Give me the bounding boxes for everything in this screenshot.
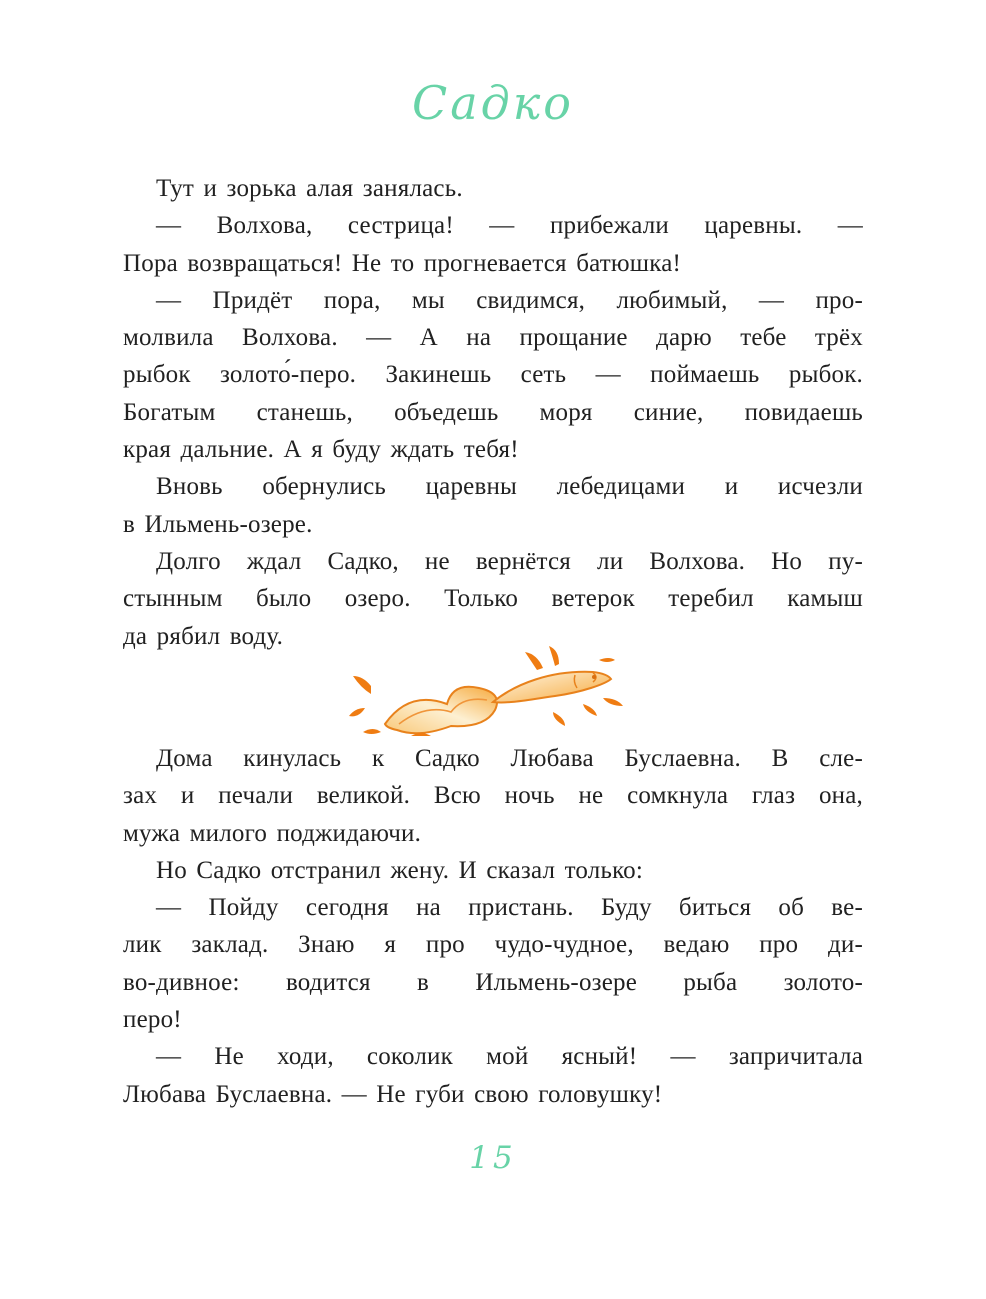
text-line: Пора возвращаться! Не то прогневается батюшка! [123,249,682,277]
text-line: в Ильмень-озере. [123,510,313,538]
text-line: молвила Волхова. — А на прощание дарю тебе трёх [123,324,863,352]
text-line: да рябил воду. [123,622,284,650]
text-line: во-дивное: водится в Ильмень-озере рыба золото- [123,968,863,996]
golden-fish-illustration [347,646,639,736]
golden-fish-icon [347,646,639,736]
text-line: Богатым станешь, объедешь моря синие, повидаешь [123,398,863,426]
text-line: — Придёт пора, мы свидимся, любимый, — про- [156,286,863,314]
text-block-bottom [123,740,863,1113]
text-line: — Волхова, сестрица! — прибежали царевны. — [156,212,863,240]
page-number: 15 [469,1140,517,1176]
text-line: Вновь обернулись царевны лебедицами и исчезли [156,473,863,501]
text-line: перо! [123,1006,182,1034]
chapter-header: Садко [412,76,574,130]
text-line: Дома кинулась к Садко Любава Буслаевна. В сле- [156,745,863,772]
text-line: лик заклад. Знаю я про чудо-чудное, ведаю про ди- [123,931,863,959]
text-line: Тут и зорька алая занялась. [156,175,463,202]
text-line: — Не ходи, соколик мой ясный! — запричитала [156,1043,863,1071]
text-line: рыбок золото́-перо. Закинешь сеть — поймаешь рыбок. [123,361,863,389]
text-line: края дальние. А я буду ждать тебя! [123,436,519,464]
text-line: Долго ждал Садко, не вернётся ли Волхова. Но пу- [156,547,863,575]
text-line: стынным было озеро. Только ветерок теребил камыш [123,585,863,613]
text-line: — Пойду сегодня на пристань. Буду биться об ве- [156,894,863,922]
text-line: мужа милого поджидаючи. [123,819,422,847]
text-line: Но Садко отстранил жену. И сказал только: [156,856,643,884]
text-block-top [123,170,863,655]
text-line: зах и печали великой. Всю ночь не сомкнула глаз она, [123,782,863,810]
text-line: Любава Буслаевна. — Не губи свою головушку! [123,1080,663,1108]
